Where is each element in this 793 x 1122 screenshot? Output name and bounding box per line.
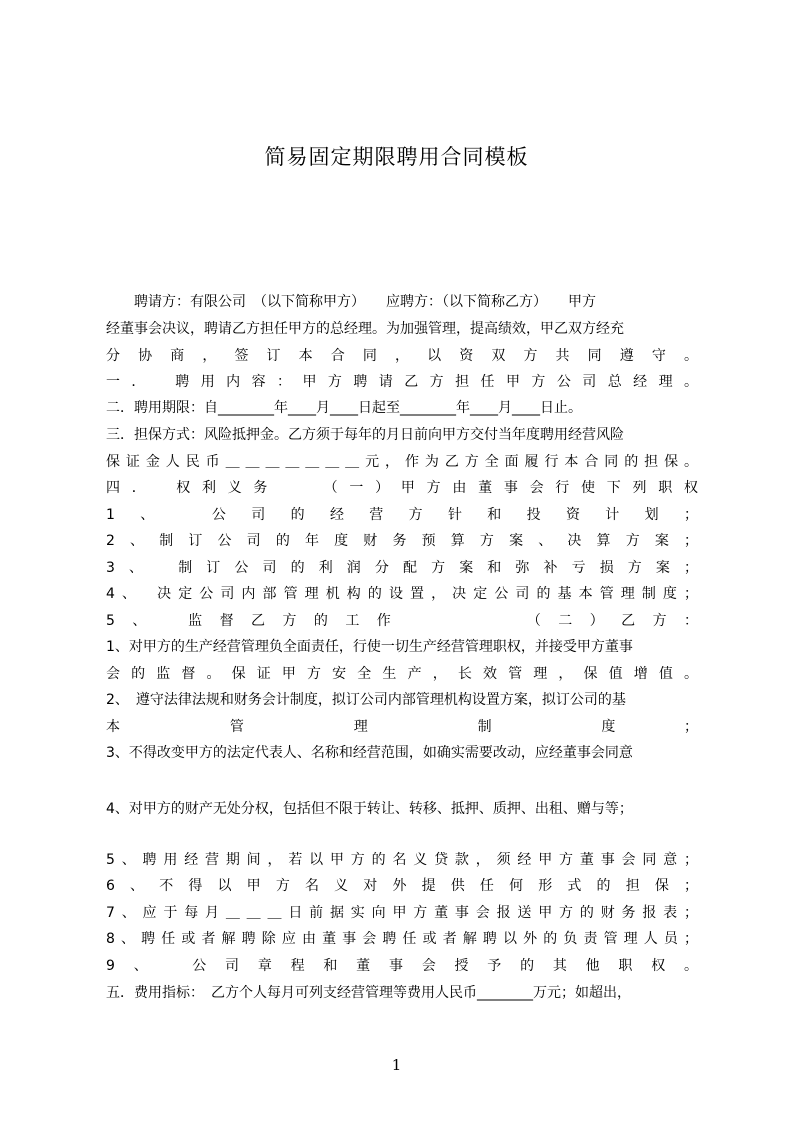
paragraph-line: 五．费用指标： 乙方个人每月可列支经营管理等费用人民币________万元；如超出， [106,985,631,1001]
paragraph-line: 保证金人民币＿＿＿＿＿＿＿元，作为乙方全面履行本合同的担保。 [106,454,698,470]
paragraph-line: 2、制订公司的年度财务预算方案、决算方案； [106,533,698,549]
paragraph-line: 1、 公司的经营方针和投资计划； [106,507,698,523]
paragraph-line: 二．聘用期限：自________年____月____日起至________年____月____日止。 [106,400,582,416]
paragraph-line: 会的监督。保证甲方安全生产，长效管理，保值增值。 [106,666,698,682]
paragraph-line: 聘请方：有限公司 （以下简称甲方） 应聘方：（以下简称乙方） 甲方 [106,294,596,310]
paragraph-line: 三．担保方式：风险抵押金。乙方须于每年的月日前向甲方交付当年度聘用经营风险 [106,427,624,443]
paragraph-line: 8、聘任或者解聘除应由董事会聘任或者解聘以外的负责管理人员； [106,931,698,947]
paragraph-line: 分协商，签订本合同，以资双方共同遵守。 [106,348,698,364]
document-title: 简易固定期限聘用合同模板 [264,145,529,169]
paragraph-line: 3、不得改变甲方的法定代表人、名称和经营范围，如确实需要改动，应经董事会同意 [106,745,633,761]
paragraph-line: 经董事会决议，聘请乙方担任甲方的总经理。为加强管理，提高绩效，甲乙双方经充 [106,321,624,337]
paragraph-line: 5、聘用经营期间，若以甲方的名义贷款，须经甲方董事会同意； [106,852,698,868]
paragraph-line: 1、对甲方的生产经营管理负全面责任，行使一切生产经营管理职权，并接受甲方董事 [106,639,633,655]
paragraph-line: 9、 公司章程和董事会授予的其他职权。 [106,958,698,974]
paragraph-line: 4、 决定公司内部管理机构的设置，决定公司的基本管理制度； [106,586,698,602]
paragraph-line: 6、不得以甲方名义对外提供任何形式的担保； [106,878,698,894]
paragraph-line: 4、对甲方的财产无处分权，包括但不限于转让、转移、抵押、质押、出租、赠与等； [106,801,633,817]
paragraph-line: 一． 聘用内容：甲方聘请乙方担任甲方公司总经理。 [106,374,698,390]
paragraph-line: 2、 遵守法律法规和财务会计制度，拟订公司内部管理机构设置方案，拟订公司的基 [106,692,626,708]
paragraph-line: 3、 制订公司的利润分配方案和弥补亏损方案； [106,560,698,576]
paragraph-line: 本 管 理 制 度 ； [106,719,698,735]
page-number: 1 [391,1056,402,1074]
paragraph-line: 四． 权利义务 （一）甲方由董事会行使下列职权 [106,480,698,496]
paragraph-line: 5、 监督乙方的工作 （二）乙方： [106,613,698,629]
paragraph-line: 7、应于每月＿＿＿日前据实向甲方董事会报送甲方的财务报表； [106,905,698,921]
